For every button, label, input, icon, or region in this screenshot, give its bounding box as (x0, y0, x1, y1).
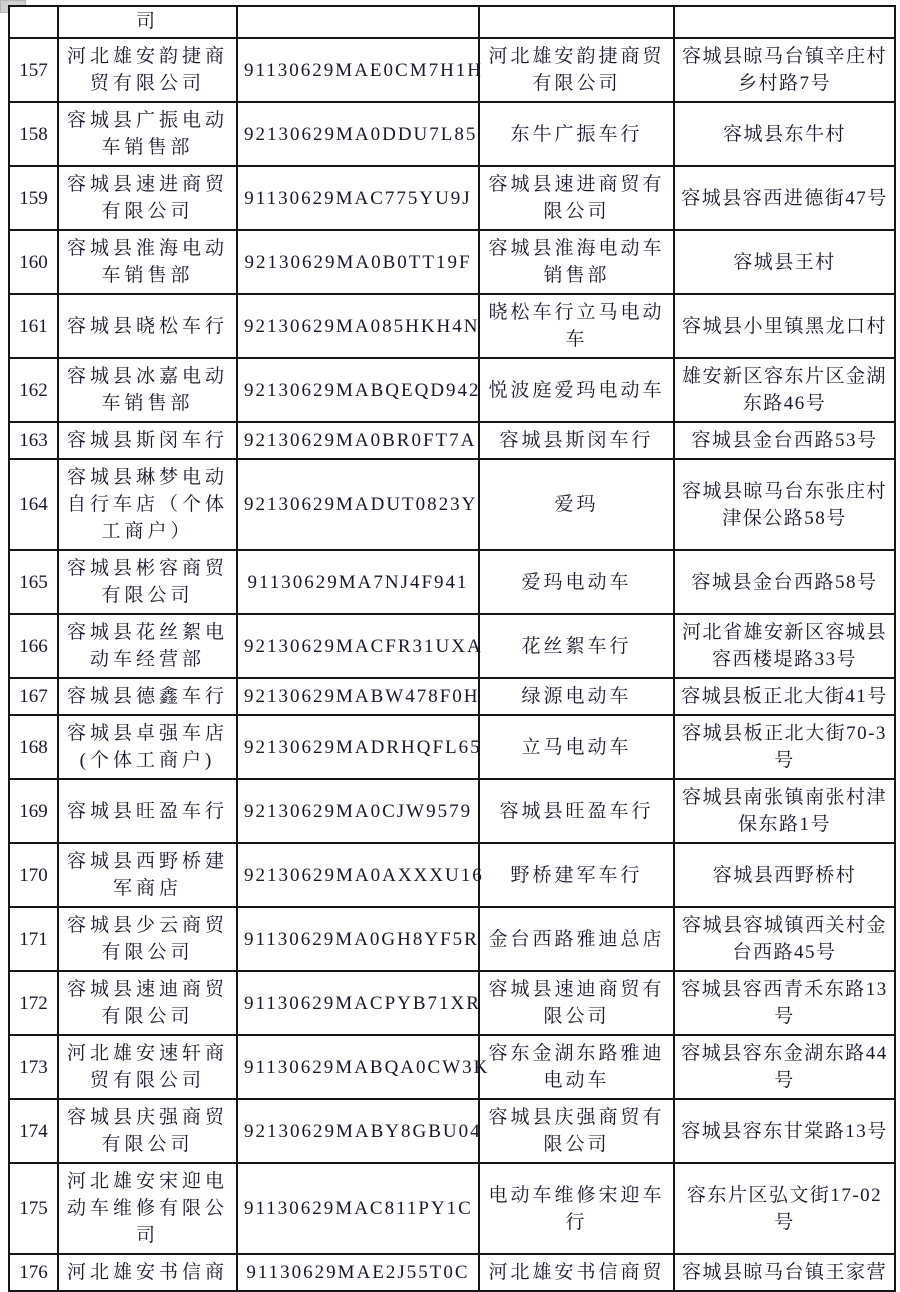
cell-name: 容城县冰嘉电动车销售部 (58, 358, 237, 422)
cell-address: 容城县西野桥村 (674, 843, 895, 907)
cell-no: 174 (9, 1099, 58, 1163)
cell-no: 170 (9, 843, 58, 907)
cell-store: 容城县斯闵车行 (479, 422, 674, 459)
table-row (9, 715, 895, 779)
table-row (9, 1254, 895, 1291)
cell-name: 河北雄安宋迎电动车维修有限公司 (58, 1163, 237, 1254)
cell-address: 容城县容东甘棠路13号 (674, 1099, 895, 1163)
cell-code: 92130629MA0DDU7L85 (237, 102, 479, 166)
cell-address: 容城县东牛村 (674, 102, 895, 166)
cell-store: 容城县旺盈车行 (479, 779, 674, 843)
cell-no: 171 (9, 907, 58, 971)
table-row (9, 38, 895, 102)
cell-store: 容城县淮海电动车销售部 (479, 230, 674, 294)
cell-name: 容城县彬容商贸有限公司 (58, 550, 237, 614)
cell-address (674, 6, 895, 38)
cell-address: 容城县容西进德街47号 (674, 166, 895, 230)
cell-code: 92130629MA0B0TT19F (237, 230, 479, 294)
cell-name: 容城县德鑫车行 (58, 678, 237, 715)
table-row (9, 294, 895, 358)
cell-address: 容城县容城镇西关村金台西路45号 (674, 907, 895, 971)
cell-name: 容城县庆强商贸有限公司 (58, 1099, 237, 1163)
cell-address: 容城县南张镇南张村津保东路1号 (674, 779, 895, 843)
table-row (9, 907, 895, 971)
cell-no: 165 (9, 550, 58, 614)
cell-code: 92130629MABY8GBU04 (237, 1099, 479, 1163)
cell-address: 容城县金台西路53号 (674, 422, 895, 459)
cell-no: 175 (9, 1163, 58, 1254)
cell-address: 雄安新区容东片区金湖东路46号 (674, 358, 895, 422)
cell-no: 157 (9, 38, 58, 102)
cell-store: 河北雄安书信商贸 (479, 1254, 674, 1291)
cell-code: 91130629MAC811PY1C (237, 1163, 479, 1254)
cell-name: 容城县速进商贸有限公司 (58, 166, 237, 230)
cell-no: 172 (9, 971, 58, 1035)
cell-name: 容城县旺盈车行 (58, 779, 237, 843)
table-row (9, 1163, 895, 1254)
cell-no: 168 (9, 715, 58, 779)
table-row (9, 678, 895, 715)
table-row (9, 422, 895, 459)
cell-name: 容城县少云商贸有限公司 (58, 907, 237, 971)
cell-no (9, 6, 58, 38)
cell-name: 容城县斯闵车行 (58, 422, 237, 459)
cell-name: 容城县西野桥建军商店 (58, 843, 237, 907)
cell-code: 92130629MA085HKH4N (237, 294, 479, 358)
cell-name: 容城县花丝絮电动车经营部 (58, 614, 237, 678)
cell-code: 92130629MADRHQFL65 (237, 715, 479, 779)
cell-address: 容城县板正北大街41号 (674, 678, 895, 715)
cell-name: 容城县卓强车店(个体工商户) (58, 715, 237, 779)
cell-store: 容城县庆强商贸有限公司 (479, 1099, 674, 1163)
registry-table-body (9, 6, 895, 1291)
cell-address: 容城县金台西路58号 (674, 550, 895, 614)
cell-store: 爱玛电动车 (479, 550, 674, 614)
cell-address: 容东片区弘文街17-02号 (674, 1163, 895, 1254)
cell-code: 92130629MA0BR0FT7A (237, 422, 479, 459)
cell-code: 91130629MA7NJ4F941 (237, 550, 479, 614)
cell-no: 159 (9, 166, 58, 230)
cell-code (237, 6, 479, 38)
table-row (9, 358, 895, 422)
cell-address: 容城县容东金湖东路44号 (674, 1035, 895, 1099)
cell-code: 92130629MABW478F0H (237, 678, 479, 715)
cell-name: 河北雄安速轩商贸有限公司 (58, 1035, 237, 1099)
cell-name: 容城县速迪商贸有限公司 (58, 971, 237, 1035)
cell-no: 161 (9, 294, 58, 358)
table-row (9, 1035, 895, 1099)
cell-code: 91130629MAE0CM7H1H (237, 38, 479, 102)
cell-code: 91130629MAE2J55T0C (237, 1254, 479, 1291)
cell-store: 野桥建军车行 (479, 843, 674, 907)
cell-store: 金台西路雅迪总店 (479, 907, 674, 971)
cell-store: 爱玛 (479, 459, 674, 550)
cell-store: 河北雄安韵捷商贸有限公司 (479, 38, 674, 102)
cell-code: 92130629MACFR31UXA (237, 614, 479, 678)
cell-code: 92130629MADUT0823Y (237, 459, 479, 550)
cell-store: 东牛广振车行 (479, 102, 674, 166)
table-row (9, 102, 895, 166)
cell-code: 91130629MAC775YU9J (237, 166, 479, 230)
table-row (9, 166, 895, 230)
cell-name: 司 (58, 6, 237, 38)
cell-address: 容城县晾马台镇王家营 (674, 1254, 895, 1291)
cell-name: 河北雄安韵捷商贸有限公司 (58, 38, 237, 102)
cell-no: 169 (9, 779, 58, 843)
cell-address: 容城县晾马台镇辛庄村乡村路7号 (674, 38, 895, 102)
table-row (9, 779, 895, 843)
cell-name: 河北雄安书信商 (58, 1254, 237, 1291)
cell-store: 晓松车行立马电动车 (479, 294, 674, 358)
business-registry-table (8, 5, 896, 1292)
cell-store (479, 6, 674, 38)
cell-address: 容城县板正北大街70-3号 (674, 715, 895, 779)
cell-name: 容城县琳梦电动自行车店（个体工商户） (58, 459, 237, 550)
cell-no: 163 (9, 422, 58, 459)
cell-no: 166 (9, 614, 58, 678)
table-row (9, 230, 895, 294)
table-row (9, 1099, 895, 1163)
cell-no: 176 (9, 1254, 58, 1291)
cell-store: 花丝絮车行 (479, 614, 674, 678)
cell-code: 92130629MA0CJW9579 (237, 779, 479, 843)
cell-address: 容城县晾马台东张庄村津保公路58号 (674, 459, 895, 550)
cell-store: 容城县速迪商贸有限公司 (479, 971, 674, 1035)
cell-address: 容城县容西青禾东路13号 (674, 971, 895, 1035)
cell-no: 162 (9, 358, 58, 422)
cell-address: 容城县小里镇黑龙口村 (674, 294, 895, 358)
cell-code: 92130629MABQEQD942 (237, 358, 479, 422)
cell-no: 158 (9, 102, 58, 166)
cell-no: 167 (9, 678, 58, 715)
cell-no: 160 (9, 230, 58, 294)
cell-name: 容城县淮海电动车销售部 (58, 230, 237, 294)
cell-store: 容东金湖东路雅迪电动车 (479, 1035, 674, 1099)
cell-address: 容城县王村 (674, 230, 895, 294)
cell-no: 164 (9, 459, 58, 550)
cell-store: 悦波庭爱玛电动车 (479, 358, 674, 422)
cell-code: 91130629MA0GH8YF5R (237, 907, 479, 971)
cell-code: 92130629MA0AXXXU16 (237, 843, 479, 907)
table-row (9, 459, 895, 550)
continuation-row (9, 6, 895, 38)
table-row (9, 550, 895, 614)
cell-code: 91130629MACPYB71XR (237, 971, 479, 1035)
cell-store: 绿源电动车 (479, 678, 674, 715)
table-row (9, 843, 895, 907)
cell-name: 容城县广振电动车销售部 (58, 102, 237, 166)
cell-name: 容城县晓松车行 (58, 294, 237, 358)
cell-store: 立马电动车 (479, 715, 674, 779)
cell-store: 电动车维修宋迎车行 (479, 1163, 674, 1254)
cell-address: 河北省雄安新区容城县容西楼堤路33号 (674, 614, 895, 678)
table-row (9, 971, 895, 1035)
cell-no: 173 (9, 1035, 58, 1099)
table-row (9, 614, 895, 678)
cell-store: 容城县速进商贸有限公司 (479, 166, 674, 230)
cell-code: 91130629MABQA0CW3K (237, 1035, 479, 1099)
